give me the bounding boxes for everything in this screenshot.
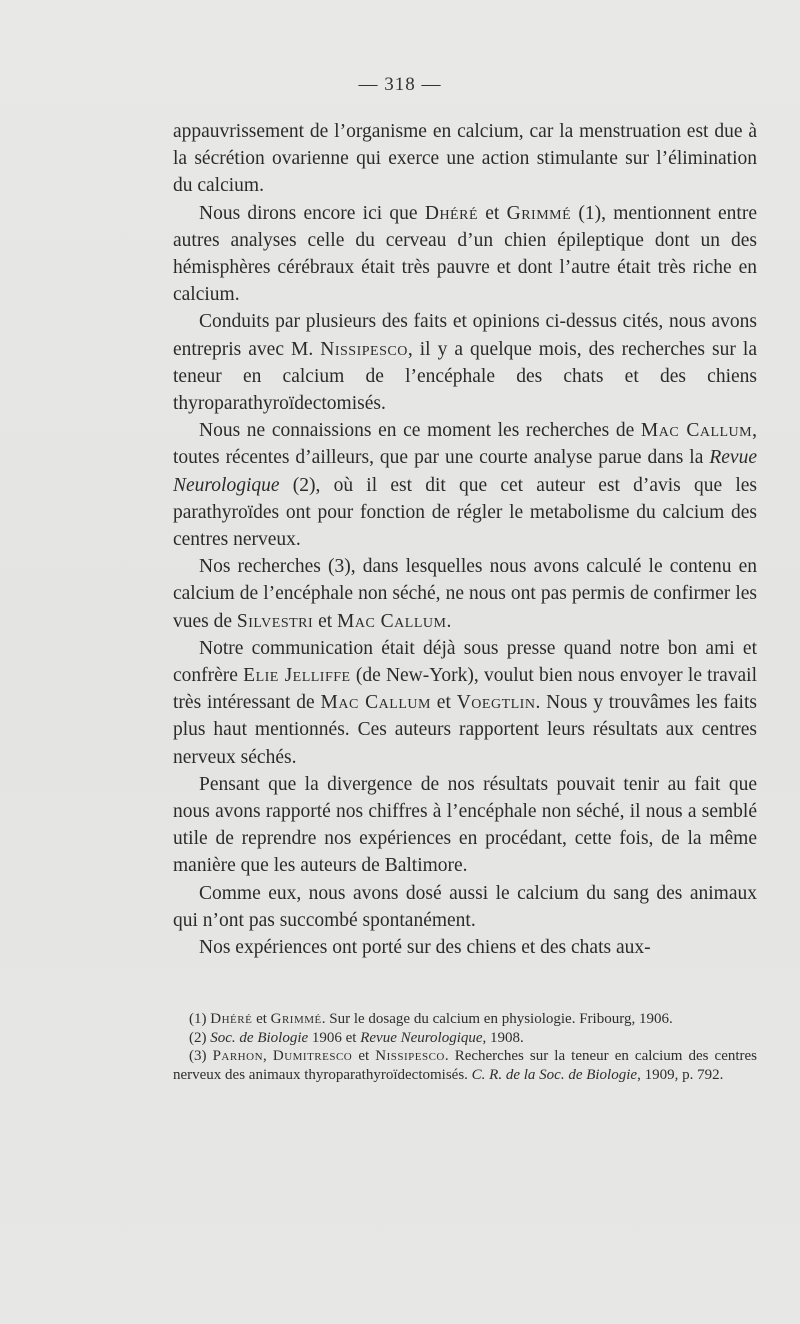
paragraph-2: Nous dirons encore ici que Dhéré et Grimmé (1), mentionnent entre autres analyses celle du cerveau d’un chien épileptique dont un des hémisphères cérébraux était très pauvre et dont l’autre était très riche en calcium. <box>173 202 757 306</box>
footnote-3: (3) Parhon, Dumitresco et Nissipesco. Recherches sur la teneur en calcium des centres nerveux des animaux thyroparathyroïdectomisés. C. R. de la Soc. de Biologie, 1909, p. 792. <box>173 1048 758 1083</box>
paragraph-1: appauvrissement de l’organisme en calcium, car la menstruation est due à la sécrétion ovarienne qui exerce une action stimulante sur l’élimination du calcium. <box>173 121 757 197</box>
footnote-2: (2) Soc. de Biologie 1906 et Revue Neurologique, 1908. <box>189 1029 524 1046</box>
author-name: Dhéré <box>424 202 478 224</box>
paragraph-6: Notre communication était déjà sous presse quand notre bon ami et confrère Elie Jelliffe (de New-York), voulut bien nous envoyer le travail très intéressant de Mac Callum et Voegtlin. Nous y trouvâmes les faits plus haut mentionnés. Ces auteurs rapportent leurs résultats aux centres nerveux séchés. <box>173 637 757 768</box>
author-name: Dumitresco <box>272 1048 353 1064</box>
author-name: Silvestri <box>236 610 314 632</box>
footnotes <box>173 1010 757 1084</box>
paragraph-4: Nous ne connaissions en ce moment les recherches de Mac Callum, toutes récentes d’ailleurs, que par une courte analyse parue dans la Revue Neurologique (2), où il est dit que cet auteur est d’avis que les parathyroïdes ont pour fonction de régler le metabolisme du calcium des centres nerveux. <box>173 420 757 551</box>
author-name: Voegtlin <box>456 692 536 714</box>
journal-title: Soc. de Biologie <box>210 1029 309 1046</box>
author-name: Mac Callum <box>320 692 431 714</box>
author-name: Dhéré <box>210 1011 253 1027</box>
author-name: Elie Jelliffe <box>243 665 351 687</box>
paragraph-7: Pensant que la divergence de nos résultats pouvait tenir au fait que nous avons rapporté nos chiffres à l’encéphale non séché, il nous a semblé utile de reprendre nos expériences en procédant, cette fois, de la même manière que les auteurs de Baltimore. <box>173 773 757 877</box>
body-text <box>173 118 757 961</box>
journal-title: C. R. de la Soc. de Biologie <box>471 1066 638 1083</box>
author-name: Parhon <box>212 1048 264 1064</box>
paragraph-5: Nos recherches (3), dans lesquelles nous avons calculé le contenu en calcium de l’encéphale non séché, ne nous ont pas permis de confirmer les vues de Silvestri et Mac Callum. <box>173 556 757 632</box>
author-name: Mac Callum <box>640 420 753 442</box>
paragraph-9: Nos expériences ont porté sur des chiens et des chats aux- <box>199 937 651 959</box>
author-name: Nissipesco <box>320 338 408 360</box>
author-name: Grimmé <box>270 1011 322 1027</box>
paragraph-8: Comme eux, nous avons dosé aussi le calcium du sang des animaux qui n’ont pas succombé spontanément. <box>173 882 757 931</box>
page-number: — 318 — <box>358 74 442 95</box>
author-name: Grimmé <box>506 202 572 224</box>
journal-title: Revue Neurologique <box>360 1029 483 1046</box>
author-name: Nissipesco <box>375 1048 445 1064</box>
paragraph-3: Conduits par plusieurs des faits et opinions ci-dessus cités, nous avons entrepris avec M. Nissipesco, il y a quelque mois, des recherches sur la teneur en calcium de l’encéphale des chats et des chiens thyroparathyroïdectomisés. <box>173 311 757 415</box>
journal-title: Revue Neurologique <box>173 447 757 496</box>
author-name: Mac Callum <box>337 610 447 632</box>
footnote-1: (1) Dhéré et Grimmé. Sur le dosage du calcium en physiologie. Fribourg, 1906. <box>189 1011 673 1027</box>
